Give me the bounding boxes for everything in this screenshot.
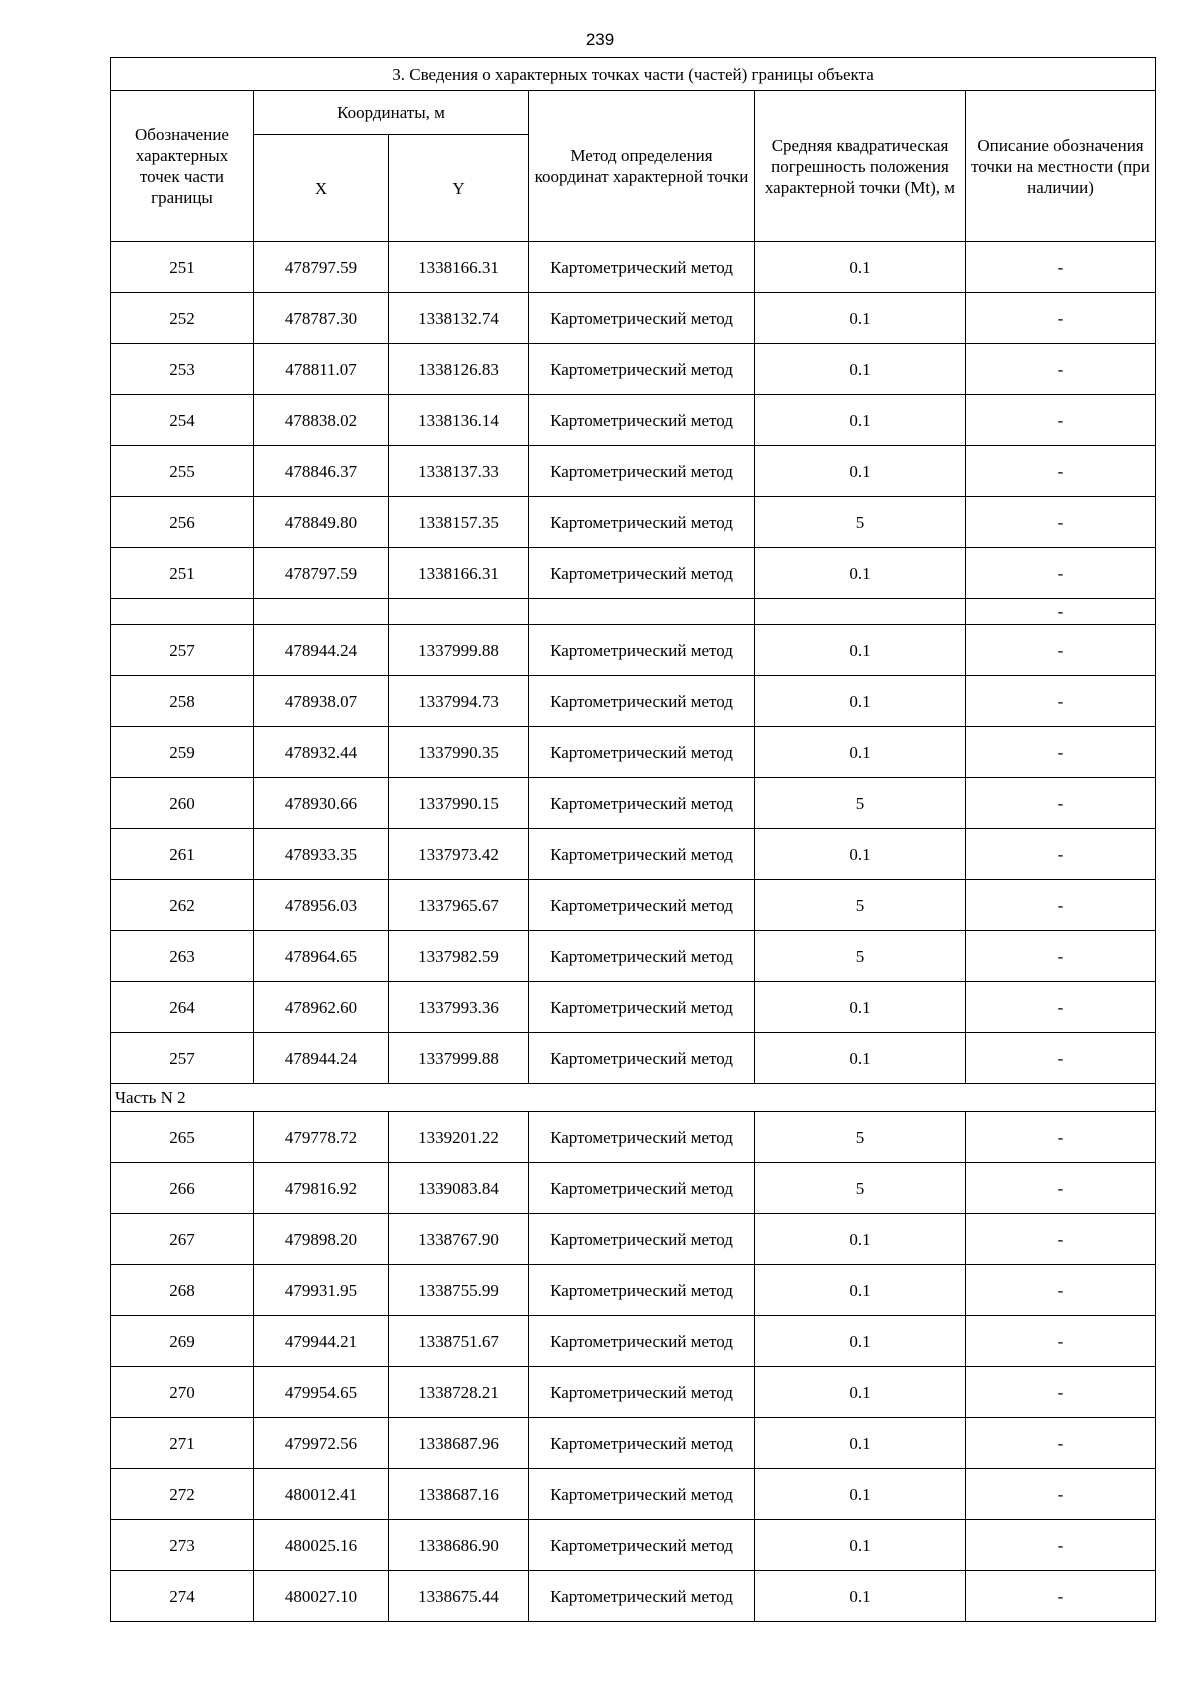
- table-row: [111, 880, 1156, 931]
- cell-x: 479816.92: [254, 1163, 389, 1214]
- cell-point: 273: [111, 1520, 254, 1571]
- cell-description: -: [966, 344, 1156, 395]
- cell-method: Картометрический метод: [529, 344, 755, 395]
- cell-description: -: [966, 1265, 1156, 1316]
- cell-description: -: [966, 599, 1156, 625]
- cell-method: Картометрический метод: [529, 1163, 755, 1214]
- cell-method: Картометрический метод: [529, 1418, 755, 1469]
- cell-y: 1337990.15: [389, 778, 529, 829]
- cell-x: 478846.37: [254, 446, 389, 497]
- cell-method: Картометрический метод: [529, 982, 755, 1033]
- cell-error: 0.1: [755, 344, 966, 395]
- cell-point: 272: [111, 1469, 254, 1520]
- table-row: [111, 1265, 1156, 1316]
- cell-description: -: [966, 1571, 1156, 1622]
- cell-point: 255: [111, 446, 254, 497]
- separator-row: [111, 599, 1156, 625]
- section-row: [111, 1084, 1156, 1112]
- cell-description: -: [966, 1033, 1156, 1084]
- table-row: [111, 1316, 1156, 1367]
- cell-method: Картометрический метод: [529, 395, 755, 446]
- cell-y: 1337990.35: [389, 727, 529, 778]
- cell-point: 274: [111, 1571, 254, 1622]
- cell-error: 5: [755, 778, 966, 829]
- cell-x: 478944.24: [254, 1033, 389, 1084]
- cell-point: 251: [111, 548, 254, 599]
- cell-point: 263: [111, 931, 254, 982]
- cell-y: 1338728.21: [389, 1367, 529, 1418]
- cell-error: 0.1: [755, 242, 966, 293]
- cell-point: 266: [111, 1163, 254, 1214]
- cell-y: 1339201.22: [389, 1112, 529, 1163]
- cell-x: 478956.03: [254, 880, 389, 931]
- cell-method: Картометрический метод: [529, 1469, 755, 1520]
- cell-y: 1338132.74: [389, 293, 529, 344]
- cell-y: 1337973.42: [389, 829, 529, 880]
- cell-description: -: [966, 1214, 1156, 1265]
- cell-description: -: [966, 727, 1156, 778]
- cell-error: 0.1: [755, 1520, 966, 1571]
- cell-error: 0.1: [755, 829, 966, 880]
- cell-error: 0.1: [755, 395, 966, 446]
- cell-description: -: [966, 931, 1156, 982]
- cell-x: 478932.44: [254, 727, 389, 778]
- header-error: Средняя квадратическая погрешность положения характерной точки (Mt), м: [755, 91, 966, 242]
- cell-x: 479931.95: [254, 1265, 389, 1316]
- cell-x: 478849.80: [254, 497, 389, 548]
- header-coords: Координаты, м: [254, 91, 529, 135]
- cell-x: 478964.65: [254, 931, 389, 982]
- cell-description: -: [966, 829, 1156, 880]
- cell-y: 1338687.96: [389, 1418, 529, 1469]
- cell-y: 1338166.31: [389, 548, 529, 599]
- cell-error: 0.1: [755, 1316, 966, 1367]
- cell-x: 478787.30: [254, 293, 389, 344]
- cell-y: 1338126.83: [389, 344, 529, 395]
- cell-description: -: [966, 242, 1156, 293]
- header-description: Описание обозначения точки на местности (при наличии): [966, 91, 1156, 242]
- cell-y: 1337993.36: [389, 982, 529, 1033]
- empty-cell: [389, 599, 529, 625]
- header-y: Y: [389, 135, 529, 242]
- cell-y: 1338687.16: [389, 1469, 529, 1520]
- cell-description: -: [966, 982, 1156, 1033]
- cell-y: 1338755.99: [389, 1265, 529, 1316]
- cell-x: 479898.20: [254, 1214, 389, 1265]
- cell-point: 257: [111, 1033, 254, 1084]
- table-row: [111, 446, 1156, 497]
- cell-description: -: [966, 778, 1156, 829]
- cell-error: 0.1: [755, 1367, 966, 1418]
- cell-x: 480027.10: [254, 1571, 389, 1622]
- cell-point: 270: [111, 1367, 254, 1418]
- cell-x: 478811.07: [254, 344, 389, 395]
- empty-cell: [254, 599, 389, 625]
- points-table: [110, 57, 1156, 1622]
- cell-method: Картометрический метод: [529, 625, 755, 676]
- cell-method: Картометрический метод: [529, 778, 755, 829]
- cell-method: Картометрический метод: [529, 676, 755, 727]
- cell-point: 257: [111, 625, 254, 676]
- cell-description: -: [966, 293, 1156, 344]
- cell-description: -: [966, 1469, 1156, 1520]
- header-x: X: [254, 135, 389, 242]
- cell-method: Картометрический метод: [529, 497, 755, 548]
- cell-error: 5: [755, 931, 966, 982]
- cell-method: Картометрический метод: [529, 1214, 755, 1265]
- cell-point: 264: [111, 982, 254, 1033]
- cell-point: 268: [111, 1265, 254, 1316]
- cell-point: 251: [111, 242, 254, 293]
- cell-method: Картометрический метод: [529, 548, 755, 599]
- cell-method: Картометрический метод: [529, 293, 755, 344]
- table-row: [111, 548, 1156, 599]
- table-row: [111, 1214, 1156, 1265]
- cell-error: 0.1: [755, 1469, 966, 1520]
- cell-x: 478962.60: [254, 982, 389, 1033]
- cell-description: -: [966, 625, 1156, 676]
- table-row: [111, 242, 1156, 293]
- table-row: [111, 1367, 1156, 1418]
- cell-y: 1338675.44: [389, 1571, 529, 1622]
- table-row: [111, 676, 1156, 727]
- cell-method: Картометрический метод: [529, 446, 755, 497]
- cell-method: Картометрический метод: [529, 1571, 755, 1622]
- table-row: [111, 1469, 1156, 1520]
- cell-method: Картометрический метод: [529, 880, 755, 931]
- cell-point: 258: [111, 676, 254, 727]
- cell-description: -: [966, 1163, 1156, 1214]
- cell-description: -: [966, 548, 1156, 599]
- cell-y: 1338157.35: [389, 497, 529, 548]
- cell-point: 265: [111, 1112, 254, 1163]
- table-row: [111, 778, 1156, 829]
- cell-error: 0.1: [755, 676, 966, 727]
- table-row: [111, 625, 1156, 676]
- table-row: [111, 497, 1156, 548]
- cell-y: 1338686.90: [389, 1520, 529, 1571]
- cell-method: Картометрический метод: [529, 829, 755, 880]
- table-row: [111, 1163, 1156, 1214]
- cell-method: Картометрический метод: [529, 931, 755, 982]
- cell-description: -: [966, 1112, 1156, 1163]
- cell-y: 1338136.14: [389, 395, 529, 446]
- cell-x: 479954.65: [254, 1367, 389, 1418]
- cell-description: -: [966, 1418, 1156, 1469]
- table-row: [111, 1033, 1156, 1084]
- cell-method: Картометрический метод: [529, 1316, 755, 1367]
- cell-x: 479972.56: [254, 1418, 389, 1469]
- cell-x: 478938.07: [254, 676, 389, 727]
- cell-x: 478933.35: [254, 829, 389, 880]
- table-body: [111, 242, 1156, 1622]
- cell-point: 256: [111, 497, 254, 548]
- cell-y: 1337965.67: [389, 880, 529, 931]
- cell-point: 259: [111, 727, 254, 778]
- cell-y: 1338166.31: [389, 242, 529, 293]
- cell-point: 252: [111, 293, 254, 344]
- cell-method: Картометрический метод: [529, 1112, 755, 1163]
- cell-error: 0.1: [755, 1571, 966, 1622]
- cell-description: -: [966, 1520, 1156, 1571]
- cell-point: 271: [111, 1418, 254, 1469]
- section-label: Часть N 2: [111, 1084, 1156, 1112]
- cell-point: 261: [111, 829, 254, 880]
- cell-description: -: [966, 446, 1156, 497]
- cell-description: -: [966, 497, 1156, 548]
- cell-error: 0.1: [755, 548, 966, 599]
- cell-error: 0.1: [755, 1033, 966, 1084]
- table-row: [111, 1112, 1156, 1163]
- cell-point: 262: [111, 880, 254, 931]
- cell-error: 0.1: [755, 446, 966, 497]
- cell-x: 478944.24: [254, 625, 389, 676]
- cell-x: 478930.66: [254, 778, 389, 829]
- table-row: [111, 829, 1156, 880]
- cell-error: 5: [755, 880, 966, 931]
- cell-description: -: [966, 1367, 1156, 1418]
- cell-y: 1337994.73: [389, 676, 529, 727]
- cell-x: 479778.72: [254, 1112, 389, 1163]
- table-row: [111, 1520, 1156, 1571]
- header-point: Обозначение характерных точек части границы: [111, 91, 254, 242]
- cell-x: 479944.21: [254, 1316, 389, 1367]
- table-row: [111, 1571, 1156, 1622]
- cell-error: 5: [755, 1112, 966, 1163]
- header-method: Метод определения координат характерной точки: [529, 91, 755, 242]
- cell-error: 0.1: [755, 293, 966, 344]
- cell-y: 1337999.88: [389, 1033, 529, 1084]
- table-row: [111, 982, 1156, 1033]
- table-row: [111, 395, 1156, 446]
- cell-y: 1338137.33: [389, 446, 529, 497]
- cell-x: 478797.59: [254, 242, 389, 293]
- cell-point: 267: [111, 1214, 254, 1265]
- cell-error: 0.1: [755, 727, 966, 778]
- cell-error: 0.1: [755, 982, 966, 1033]
- cell-error: 0.1: [755, 1418, 966, 1469]
- cell-method: Картометрический метод: [529, 1520, 755, 1571]
- cell-y: 1338767.90: [389, 1214, 529, 1265]
- cell-error: 0.1: [755, 1214, 966, 1265]
- cell-y: 1338751.67: [389, 1316, 529, 1367]
- table-row: [111, 293, 1156, 344]
- empty-cell: [111, 599, 254, 625]
- cell-error: 5: [755, 1163, 966, 1214]
- cell-description: -: [966, 676, 1156, 727]
- table-row: [111, 931, 1156, 982]
- cell-description: -: [966, 1316, 1156, 1367]
- empty-cell: [529, 599, 755, 625]
- cell-x: 478838.02: [254, 395, 389, 446]
- cell-description: -: [966, 880, 1156, 931]
- cell-x: 480012.41: [254, 1469, 389, 1520]
- cell-error: 5: [755, 497, 966, 548]
- table-row: [111, 727, 1156, 778]
- cell-method: Картометрический метод: [529, 727, 755, 778]
- table-title: 3. Сведения о характерных точках части (частей) границы объекта: [111, 58, 1156, 91]
- cell-point: 260: [111, 778, 254, 829]
- cell-point: 269: [111, 1316, 254, 1367]
- cell-y: 1337982.59: [389, 931, 529, 982]
- cell-y: 1337999.88: [389, 625, 529, 676]
- cell-point: 254: [111, 395, 254, 446]
- cell-x: 480025.16: [254, 1520, 389, 1571]
- cell-y: 1339083.84: [389, 1163, 529, 1214]
- cell-point: 253: [111, 344, 254, 395]
- cell-method: Картометрический метод: [529, 1367, 755, 1418]
- cell-error: 0.1: [755, 1265, 966, 1316]
- cell-error: 0.1: [755, 625, 966, 676]
- cell-method: Картометрический метод: [529, 1265, 755, 1316]
- cell-x: 478797.59: [254, 548, 389, 599]
- empty-cell: [755, 599, 966, 625]
- table-row: [111, 344, 1156, 395]
- cell-method: Картометрический метод: [529, 1033, 755, 1084]
- cell-description: -: [966, 395, 1156, 446]
- cell-method: Картометрический метод: [529, 242, 755, 293]
- table-row: [111, 1418, 1156, 1469]
- page-number: 239: [585, 30, 615, 49]
